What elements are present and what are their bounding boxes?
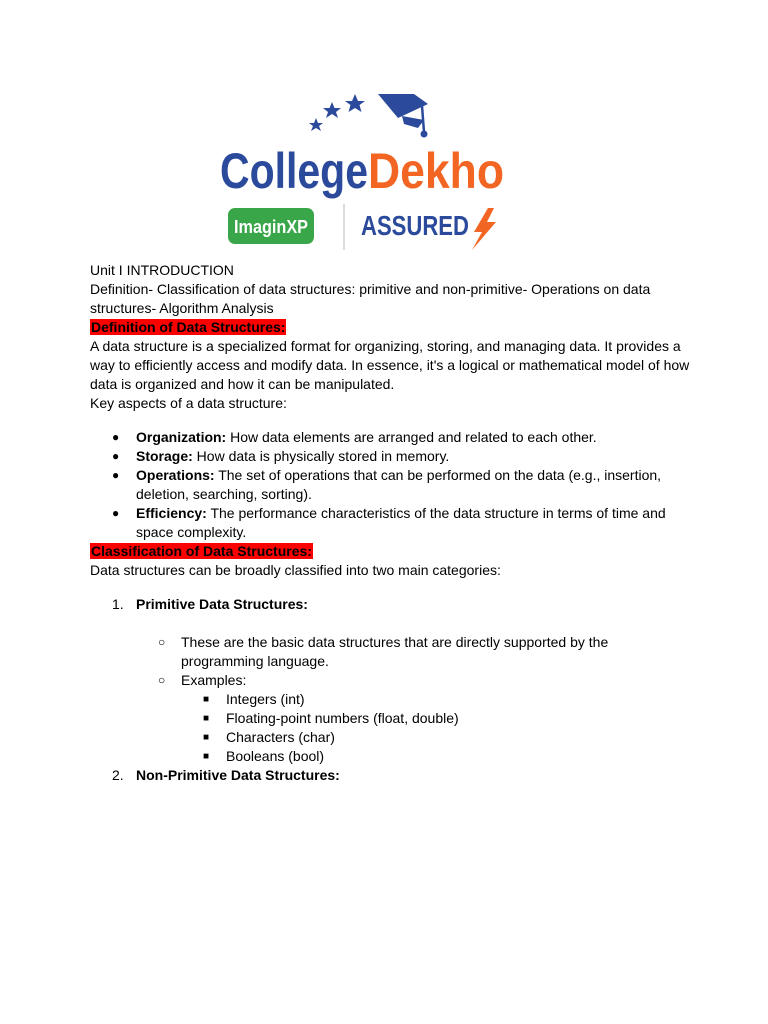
bullet-icon: ● bbox=[112, 430, 120, 444]
categories-list bbox=[90, 595, 690, 785]
primitive-details bbox=[136, 633, 690, 766]
category-title: Primitive Data Structures: bbox=[136, 596, 308, 612]
imaginxp-text: ImaginXP bbox=[234, 217, 308, 237]
aspect-text: The set of operations that can be performed on the data (e.g., insertion, deletion, searching, sorting). bbox=[136, 467, 662, 502]
assured-text: ASSURED bbox=[361, 210, 469, 241]
list-item bbox=[90, 766, 690, 785]
key-aspects-list bbox=[90, 428, 690, 542]
graduation-cap-icon bbox=[378, 94, 428, 138]
unit-definition: Definition- Classification of data structures: primitive and non-primitive- Operations on data structures- Algorithm Analysis bbox=[90, 281, 651, 316]
list-number: 2. bbox=[112, 767, 124, 783]
aspect-text: How data is physically stored in memory. bbox=[192, 448, 450, 464]
circle-bullet-icon: ○ bbox=[158, 635, 166, 649]
list-item: ■ Characters (char) bbox=[203, 729, 335, 745]
circle-bullet-icon: ○ bbox=[158, 673, 166, 687]
aspect-term: Efficiency: bbox=[136, 505, 207, 521]
aspect-term: Organization: bbox=[136, 429, 227, 445]
aspect-text: How data elements are arranged and related to each other. bbox=[226, 429, 597, 445]
star-icon bbox=[323, 102, 341, 118]
list-item bbox=[90, 504, 690, 542]
aspect-term: Storage: bbox=[136, 448, 193, 464]
square-bullet-icon: ■ bbox=[203, 751, 210, 762]
star-icon bbox=[309, 118, 323, 131]
square-bullet-icon: ■ bbox=[203, 694, 210, 705]
list-item: ■ Floating-point numbers (float, double) bbox=[203, 710, 459, 726]
list-item bbox=[136, 633, 690, 671]
section-heading-definition: Definition of Data Structures: bbox=[91, 319, 286, 335]
logo-brand-college: College bbox=[220, 143, 368, 199]
collegedekho-logo bbox=[218, 92, 518, 254]
logo-brand-dekho: Dekho bbox=[368, 143, 504, 199]
key-aspects-label: Key aspects of a data structure: bbox=[90, 395, 287, 411]
list-item bbox=[90, 595, 690, 766]
category-description: These are the basic data structures that are directly supported by the programming language. bbox=[181, 634, 609, 669]
square-bullet-icon: ■ bbox=[203, 713, 210, 724]
bullet-icon: ● bbox=[112, 506, 120, 520]
list-item bbox=[90, 466, 690, 504]
section-heading-classification: Classification of Data Structures: bbox=[91, 543, 312, 559]
list-number: 1. bbox=[112, 596, 124, 612]
definition-paragraph: A data structure is a specialized format for organizing, storing, and managing data. It provides a way to efficiently access and modify data. In essence, it's a logical or mathematical model of how data is organized and how it can be manipulated. bbox=[90, 338, 690, 392]
category-title: Non-Primitive Data Structures: bbox=[136, 767, 340, 783]
aspect-text: The performance characteristics of the data structure in terms of time and space complexity. bbox=[136, 505, 666, 540]
document-body bbox=[90, 261, 690, 785]
bullet-icon: ● bbox=[112, 468, 120, 482]
unit-title: Unit I INTRODUCTION bbox=[90, 262, 234, 278]
list-item: ■ Booleans (bool) bbox=[203, 748, 325, 764]
examples-list bbox=[181, 690, 690, 766]
star-icon bbox=[345, 94, 365, 112]
aspect-term: Operations: bbox=[136, 467, 215, 483]
square-bullet-icon: ■ bbox=[203, 732, 210, 743]
list-item bbox=[90, 428, 690, 447]
lightning-icon bbox=[472, 208, 496, 250]
list-item: ■ Integers (int) bbox=[203, 691, 305, 707]
list-item bbox=[90, 447, 690, 466]
list-item bbox=[136, 671, 690, 766]
examples-label: Examples: bbox=[181, 672, 247, 688]
classification-intro: Data structures can be broadly classified into two main categories: bbox=[90, 562, 501, 578]
bullet-icon: ● bbox=[112, 449, 120, 463]
